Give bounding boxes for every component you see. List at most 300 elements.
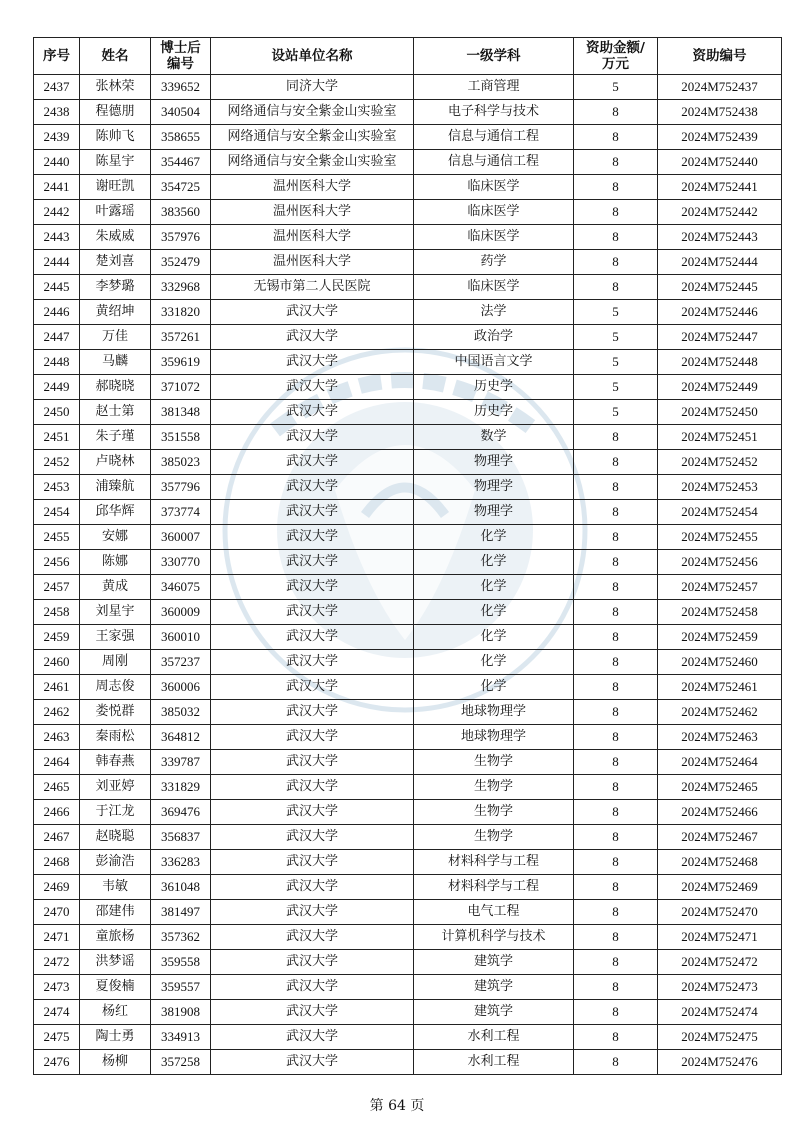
cell-grant-id: 2024M752449: [658, 375, 782, 400]
cell-serial: 2476: [34, 1050, 80, 1075]
cell-discipline: 电子科学与技术: [414, 100, 574, 125]
cell-discipline: 材料科学与工程: [414, 875, 574, 900]
table-row: [34, 950, 782, 975]
table-row: [34, 675, 782, 700]
cell-discipline: 工商管理: [414, 75, 574, 100]
cell-grant-id: 2024M752470: [658, 900, 782, 925]
cell-grant-id: 2024M752440: [658, 150, 782, 175]
cell-grant-id: 2024M752473: [658, 975, 782, 1000]
table-row: [34, 450, 782, 475]
cell-grant-id: 2024M752438: [658, 100, 782, 125]
cell-institution: 武汉大学: [211, 825, 414, 850]
table-row: [34, 225, 782, 250]
table-row: [34, 250, 782, 275]
cell-postdoc-id: 360006: [151, 675, 211, 700]
cell-name: 赵晓聪: [80, 825, 151, 850]
table-row: [34, 625, 782, 650]
cell-name: 韩春燕: [80, 750, 151, 775]
cell-name: 郝晓晓: [80, 375, 151, 400]
cell-postdoc-id: 331829: [151, 775, 211, 800]
cell-institution: 武汉大学: [211, 600, 414, 625]
cell-grant-id: 2024M752467: [658, 825, 782, 850]
cell-postdoc-id: 360009: [151, 600, 211, 625]
cell-institution: 武汉大学: [211, 300, 414, 325]
cell-discipline: 地球物理学: [414, 700, 574, 725]
funding-roster-table: [33, 37, 782, 1075]
cell-institution: 武汉大学: [211, 900, 414, 925]
table-row: [34, 875, 782, 900]
cell-grant-id: 2024M752466: [658, 800, 782, 825]
table-row: [34, 850, 782, 875]
table-row: [34, 775, 782, 800]
table-row: [34, 700, 782, 725]
cell-amount: 8: [574, 550, 658, 575]
cell-amount: 5: [574, 350, 658, 375]
cell-amount: 8: [574, 1025, 658, 1050]
cell-grant-id: 2024M752459: [658, 625, 782, 650]
cell-name: 夏俊楠: [80, 975, 151, 1000]
cell-postdoc-id: 357258: [151, 1050, 211, 1075]
cell-discipline: 信息与通信工程: [414, 150, 574, 175]
cell-discipline: 电气工程: [414, 900, 574, 925]
cell-amount: 5: [574, 325, 658, 350]
cell-amount: 8: [574, 525, 658, 550]
cell-name: 周志俊: [80, 675, 151, 700]
cell-serial: 2440: [34, 150, 80, 175]
cell-name: 叶露瑶: [80, 200, 151, 225]
cell-name: 朱威威: [80, 225, 151, 250]
cell-discipline: 临床医学: [414, 225, 574, 250]
cell-name: 黄绍坤: [80, 300, 151, 325]
cell-grant-id: 2024M752464: [658, 750, 782, 775]
cell-serial: 2463: [34, 725, 80, 750]
cell-institution: 温州医科大学: [211, 175, 414, 200]
cell-serial: 2445: [34, 275, 80, 300]
cell-institution: 武汉大学: [211, 750, 414, 775]
cell-name: 张林荣: [80, 75, 151, 100]
cell-amount: 8: [574, 975, 658, 1000]
cell-postdoc-id: 359557: [151, 975, 211, 1000]
cell-amount: 8: [574, 800, 658, 825]
cell-discipline: 历史学: [414, 400, 574, 425]
cell-postdoc-id: 354467: [151, 150, 211, 175]
cell-name: 黄成: [80, 575, 151, 600]
cell-serial: 2453: [34, 475, 80, 500]
cell-postdoc-id: 339787: [151, 750, 211, 775]
cell-amount: 5: [574, 300, 658, 325]
cell-name: 李梦璐: [80, 275, 151, 300]
cell-postdoc-id: 360007: [151, 525, 211, 550]
table-row: [34, 500, 782, 525]
cell-name: 杨柳: [80, 1050, 151, 1075]
cell-postdoc-id: 385023: [151, 450, 211, 475]
cell-name: 赵士第: [80, 400, 151, 425]
cell-institution: 武汉大学: [211, 500, 414, 525]
cell-name: 楚刘喜: [80, 250, 151, 275]
cell-grant-id: 2024M752465: [658, 775, 782, 800]
cell-discipline: 物理学: [414, 500, 574, 525]
cell-serial: 2458: [34, 600, 80, 625]
cell-name: 秦雨松: [80, 725, 151, 750]
cell-institution: 无锡市第二人民医院: [211, 275, 414, 300]
cell-name: 卢晓林: [80, 450, 151, 475]
cell-serial: 2456: [34, 550, 80, 575]
cell-name: 安娜: [80, 525, 151, 550]
cell-serial: 2460: [34, 650, 80, 675]
cell-institution: 武汉大学: [211, 875, 414, 900]
cell-discipline: 地球物理学: [414, 725, 574, 750]
cell-postdoc-id: 336283: [151, 850, 211, 875]
cell-grant-id: 2024M752444: [658, 250, 782, 275]
cell-name: 童旅杨: [80, 925, 151, 950]
cell-serial: 2472: [34, 950, 80, 975]
cell-discipline: 化学: [414, 625, 574, 650]
cell-postdoc-id: 334913: [151, 1025, 211, 1050]
cell-institution: 武汉大学: [211, 850, 414, 875]
cell-name: 陈星宇: [80, 150, 151, 175]
cell-serial: 2449: [34, 375, 80, 400]
cell-discipline: 化学: [414, 650, 574, 675]
cell-serial: 2452: [34, 450, 80, 475]
cell-postdoc-id: 359619: [151, 350, 211, 375]
cell-amount: 8: [574, 675, 658, 700]
cell-grant-id: 2024M752462: [658, 700, 782, 725]
cell-institution: 武汉大学: [211, 450, 414, 475]
table-row: [34, 925, 782, 950]
cell-name: 韦敏: [80, 875, 151, 900]
cell-postdoc-id: 381348: [151, 400, 211, 425]
cell-amount: 8: [574, 850, 658, 875]
cell-serial: 2442: [34, 200, 80, 225]
cell-name: 谢旺凯: [80, 175, 151, 200]
cell-amount: 8: [574, 1050, 658, 1075]
cell-name: 朱子瑾: [80, 425, 151, 450]
cell-serial: 2464: [34, 750, 80, 775]
cell-amount: 8: [574, 825, 658, 850]
cell-institution: 武汉大学: [211, 625, 414, 650]
cell-serial: 2443: [34, 225, 80, 250]
cell-institution: 温州医科大学: [211, 200, 414, 225]
table-row: [34, 325, 782, 350]
cell-amount: 8: [574, 700, 658, 725]
table-row: [34, 1025, 782, 1050]
cell-serial: 2459: [34, 625, 80, 650]
cell-serial: 2466: [34, 800, 80, 825]
cell-serial: 2447: [34, 325, 80, 350]
cell-amount: 8: [574, 725, 658, 750]
cell-grant-id: 2024M752461: [658, 675, 782, 700]
cell-amount: 8: [574, 775, 658, 800]
cell-institution: 网络通信与安全紫金山实验室: [211, 125, 414, 150]
cell-postdoc-id: 356837: [151, 825, 211, 850]
table-row: [34, 800, 782, 825]
cell-postdoc-id: 357976: [151, 225, 211, 250]
cell-postdoc-id: 373774: [151, 500, 211, 525]
cell-postdoc-id: 357261: [151, 325, 211, 350]
cell-institution: 武汉大学: [211, 575, 414, 600]
cell-postdoc-id: 354725: [151, 175, 211, 200]
cell-amount: 8: [574, 625, 658, 650]
table-row: [34, 725, 782, 750]
cell-grant-id: 2024M752463: [658, 725, 782, 750]
cell-discipline: 建筑学: [414, 975, 574, 1000]
cell-institution: 武汉大学: [211, 400, 414, 425]
cell-discipline: 生物学: [414, 775, 574, 800]
table-row: [34, 100, 782, 125]
cell-name: 邱华辉: [80, 500, 151, 525]
table-body: [34, 75, 782, 1075]
cell-name: 杨红: [80, 1000, 151, 1025]
cell-institution: 武汉大学: [211, 475, 414, 500]
table-row: [34, 975, 782, 1000]
cell-amount: 8: [574, 650, 658, 675]
cell-grant-id: 2024M752441: [658, 175, 782, 200]
cell-amount: 8: [574, 125, 658, 150]
cell-discipline: 法学: [414, 300, 574, 325]
cell-discipline: 药学: [414, 250, 574, 275]
cell-discipline: 水利工程: [414, 1050, 574, 1075]
table-row: [34, 825, 782, 850]
header-grant-id: 资助编号: [658, 38, 782, 75]
table-row: [34, 75, 782, 100]
cell-serial: 2437: [34, 75, 80, 100]
cell-name: 程德朋: [80, 100, 151, 125]
cell-postdoc-id: 351558: [151, 425, 211, 450]
table-row: [34, 1000, 782, 1025]
cell-grant-id: 2024M752454: [658, 500, 782, 525]
cell-amount: 8: [574, 575, 658, 600]
cell-name: 彭渝浩: [80, 850, 151, 875]
cell-institution: 武汉大学: [211, 675, 414, 700]
table-row: [34, 425, 782, 450]
header-name: 姓名: [80, 38, 151, 75]
cell-amount: 8: [574, 925, 658, 950]
table-row: [34, 375, 782, 400]
cell-postdoc-id: 340504: [151, 100, 211, 125]
cell-institution: 武汉大学: [211, 725, 414, 750]
cell-discipline: 生物学: [414, 750, 574, 775]
cell-postdoc-id: 360010: [151, 625, 211, 650]
cell-postdoc-id: 361048: [151, 875, 211, 900]
table-row: [34, 350, 782, 375]
cell-amount: 8: [574, 225, 658, 250]
cell-name: 于江龙: [80, 800, 151, 825]
cell-serial: 2462: [34, 700, 80, 725]
header-serial: 序号: [34, 38, 80, 75]
cell-postdoc-id: 381497: [151, 900, 211, 925]
cell-institution: 武汉大学: [211, 700, 414, 725]
cell-amount: 8: [574, 425, 658, 450]
table-row: [34, 550, 782, 575]
cell-institution: 武汉大学: [211, 1050, 414, 1075]
cell-institution: 武汉大学: [211, 350, 414, 375]
cell-grant-id: 2024M752474: [658, 1000, 782, 1025]
cell-institution: 温州医科大学: [211, 225, 414, 250]
cell-serial: 2469: [34, 875, 80, 900]
cell-discipline: 中国语言文学: [414, 350, 574, 375]
cell-name: 陈娜: [80, 550, 151, 575]
cell-name: 刘亚婷: [80, 775, 151, 800]
cell-grant-id: 2024M752469: [658, 875, 782, 900]
cell-institution: 武汉大学: [211, 325, 414, 350]
cell-name: 陶士勇: [80, 1025, 151, 1050]
table-row: [34, 175, 782, 200]
cell-postdoc-id: 383560: [151, 200, 211, 225]
cell-amount: 8: [574, 200, 658, 225]
cell-amount: 8: [574, 875, 658, 900]
cell-name: 马麟: [80, 350, 151, 375]
cell-institution: 武汉大学: [211, 775, 414, 800]
cell-name: 万佳: [80, 325, 151, 350]
cell-serial: 2450: [34, 400, 80, 425]
cell-serial: 2475: [34, 1025, 80, 1050]
cell-serial: 2457: [34, 575, 80, 600]
cell-amount: 8: [574, 600, 658, 625]
cell-name: 邵建伟: [80, 900, 151, 925]
table-row: [34, 150, 782, 175]
cell-grant-id: 2024M752456: [658, 550, 782, 575]
cell-institution: 武汉大学: [211, 800, 414, 825]
table-row: [34, 275, 782, 300]
cell-amount: 8: [574, 500, 658, 525]
cell-serial: 2438: [34, 100, 80, 125]
cell-serial: 2468: [34, 850, 80, 875]
cell-grant-id: 2024M752476: [658, 1050, 782, 1075]
cell-discipline: 化学: [414, 550, 574, 575]
cell-discipline: 建筑学: [414, 950, 574, 975]
cell-amount: 5: [574, 75, 658, 100]
cell-grant-id: 2024M752457: [658, 575, 782, 600]
cell-serial: 2444: [34, 250, 80, 275]
cell-discipline: 计算机科学与技术: [414, 925, 574, 950]
cell-serial: 2465: [34, 775, 80, 800]
cell-postdoc-id: 369476: [151, 800, 211, 825]
cell-grant-id: 2024M752448: [658, 350, 782, 375]
cell-postdoc-id: 371072: [151, 375, 211, 400]
cell-grant-id: 2024M752445: [658, 275, 782, 300]
cell-discipline: 生物学: [414, 825, 574, 850]
table-row: [34, 200, 782, 225]
cell-amount: 8: [574, 475, 658, 500]
cell-amount: 8: [574, 450, 658, 475]
cell-amount: 8: [574, 275, 658, 300]
cell-amount: 8: [574, 175, 658, 200]
cell-institution: 武汉大学: [211, 950, 414, 975]
cell-discipline: 建筑学: [414, 1000, 574, 1025]
table-row: [34, 600, 782, 625]
cell-institution: 武汉大学: [211, 650, 414, 675]
cell-discipline: 化学: [414, 575, 574, 600]
cell-postdoc-id: 357362: [151, 925, 211, 950]
cell-serial: 2454: [34, 500, 80, 525]
cell-grant-id: 2024M752471: [658, 925, 782, 950]
cell-grant-id: 2024M752453: [658, 475, 782, 500]
cell-grant-id: 2024M752458: [658, 600, 782, 625]
cell-serial: 2448: [34, 350, 80, 375]
cell-discipline: 临床医学: [414, 200, 574, 225]
cell-postdoc-id: 359558: [151, 950, 211, 975]
table-row: [34, 575, 782, 600]
cell-institution: 武汉大学: [211, 1000, 414, 1025]
table-header-row: [34, 38, 782, 75]
cell-postdoc-id: 332968: [151, 275, 211, 300]
cell-amount: 5: [574, 400, 658, 425]
cell-institution: 武汉大学: [211, 975, 414, 1000]
cell-serial: 2451: [34, 425, 80, 450]
table-row: [34, 475, 782, 500]
cell-grant-id: 2024M752460: [658, 650, 782, 675]
cell-serial: 2446: [34, 300, 80, 325]
table-row: [34, 300, 782, 325]
cell-grant-id: 2024M752455: [658, 525, 782, 550]
cell-postdoc-id: 330770: [151, 550, 211, 575]
cell-grant-id: 2024M752450: [658, 400, 782, 425]
cell-serial: 2470: [34, 900, 80, 925]
cell-institution: 武汉大学: [211, 375, 414, 400]
table-row: [34, 750, 782, 775]
cell-grant-id: 2024M752437: [658, 75, 782, 100]
cell-postdoc-id: 331820: [151, 300, 211, 325]
cell-name: 刘星宇: [80, 600, 151, 625]
cell-amount: 8: [574, 1000, 658, 1025]
table-row: [34, 525, 782, 550]
cell-postdoc-id: 352479: [151, 250, 211, 275]
cell-discipline: 化学: [414, 525, 574, 550]
cell-discipline: 物理学: [414, 475, 574, 500]
cell-amount: 8: [574, 100, 658, 125]
cell-postdoc-id: 346075: [151, 575, 211, 600]
cell-discipline: 化学: [414, 600, 574, 625]
cell-postdoc-id: 364812: [151, 725, 211, 750]
cell-serial: 2467: [34, 825, 80, 850]
header-amount: 资助金额/ 万元: [574, 38, 658, 75]
cell-name: 周刚: [80, 650, 151, 675]
cell-institution: 武汉大学: [211, 525, 414, 550]
page-number: 第 64 页: [369, 1098, 425, 1114]
cell-discipline: 化学: [414, 675, 574, 700]
cell-grant-id: 2024M752452: [658, 450, 782, 475]
header-discipline: 一级学科: [414, 38, 574, 75]
cell-institution: 武汉大学: [211, 925, 414, 950]
cell-institution: 温州医科大学: [211, 250, 414, 275]
cell-discipline: 材料科学与工程: [414, 850, 574, 875]
header-postdoc-id: 博士后 编号: [151, 38, 211, 75]
cell-serial: 2474: [34, 1000, 80, 1025]
cell-institution: 武汉大学: [211, 1025, 414, 1050]
cell-serial: 2473: [34, 975, 80, 1000]
cell-serial: 2461: [34, 675, 80, 700]
cell-institution: 武汉大学: [211, 550, 414, 575]
cell-institution: 同济大学: [211, 75, 414, 100]
cell-name: 娄悦群: [80, 700, 151, 725]
cell-discipline: 信息与通信工程: [414, 125, 574, 150]
header-institution: 设站单位名称: [211, 38, 414, 75]
cell-name: 浦臻航: [80, 475, 151, 500]
cell-institution: 武汉大学: [211, 425, 414, 450]
table-row: [34, 650, 782, 675]
cell-name: 王家强: [80, 625, 151, 650]
table-row: [34, 1050, 782, 1075]
table-row: [34, 125, 782, 150]
cell-name: 洪梦谣: [80, 950, 151, 975]
cell-grant-id: 2024M752446: [658, 300, 782, 325]
cell-amount: 8: [574, 900, 658, 925]
cell-discipline: 政治学: [414, 325, 574, 350]
cell-grant-id: 2024M752468: [658, 850, 782, 875]
cell-name: 陈帅飞: [80, 125, 151, 150]
cell-discipline: 物理学: [414, 450, 574, 475]
cell-grant-id: 2024M752472: [658, 950, 782, 975]
